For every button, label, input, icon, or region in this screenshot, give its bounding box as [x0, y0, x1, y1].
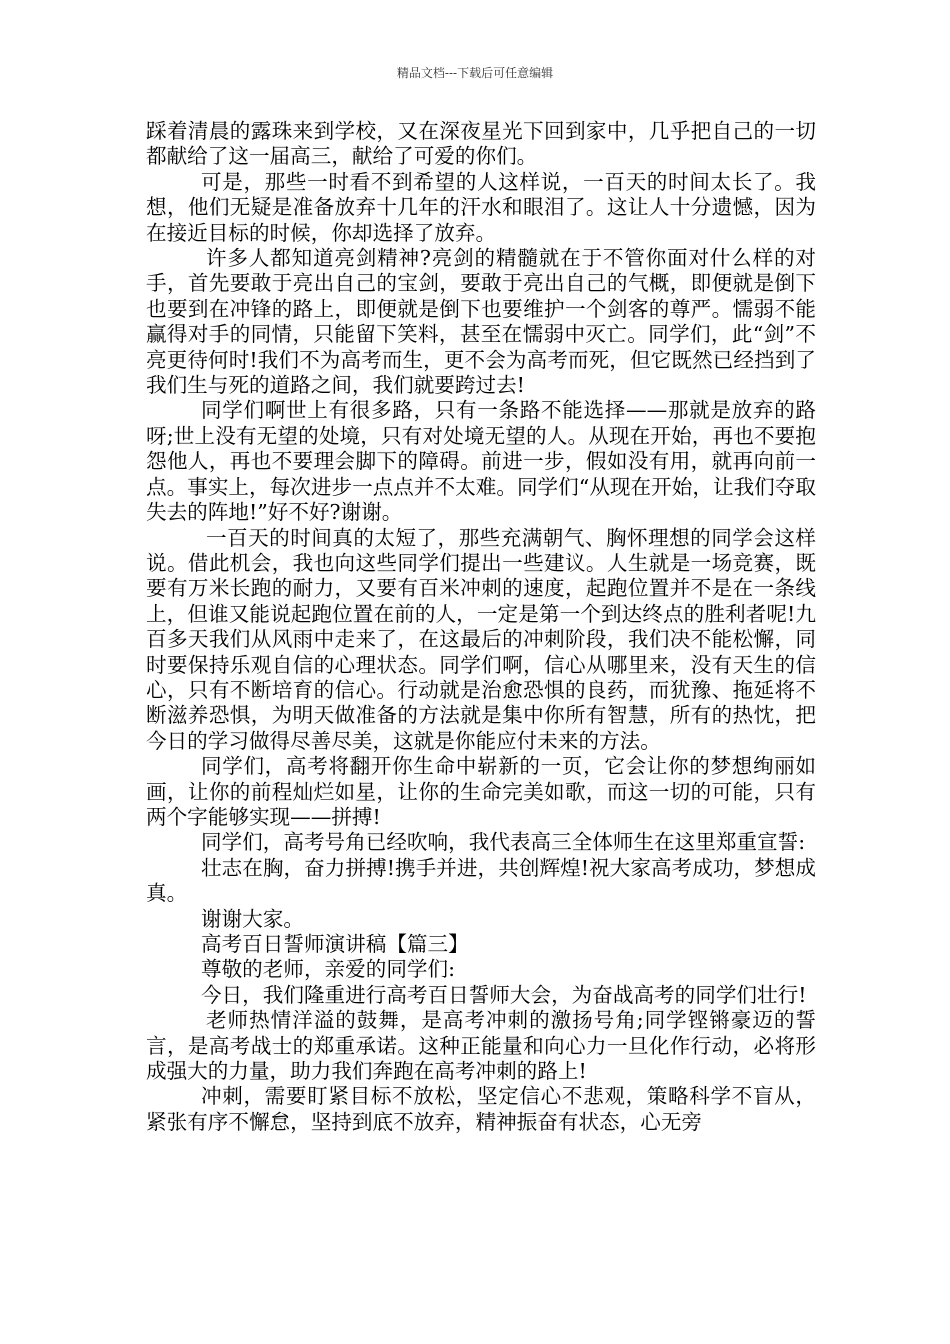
- paragraph: 冲刺，需要盯紧目标不放松，坚定信心不悲观，策略科学不盲从，紧张有序不懈怠，坚持到底不放弃，精神振奋有状态，心无旁: [146, 1084, 816, 1134]
- page-header: 精品文档---下载后可任意编辑: [396, 66, 554, 80]
- paragraph: 壮志在胸，奋力拼搏!携手并进，共创辉煌!祝大家高考成功，梦想成真。: [146, 855, 816, 906]
- paragraph: 同学们，高考将翻开你生命中崭新的一页，它会让你的梦想绚丽如画，让你的前程灿烂如星，让你的生命完美如歌，而这一切的可能，只有两个字能够实现——拼搏!: [146, 754, 816, 829]
- paragraph: 老师热情洋溢的鼓舞，是高考冲刺的激扬号角;同学铿锵豪迈的誓言，是高考战士的郑重承诺。这种正能量和向心力一旦化作行动，必将形成强大的力量，助力我们奔跑在高考冲刺的路上!: [146, 1008, 816, 1084]
- section-title: 高考百日誓师演讲稿【篇三】: [201, 932, 469, 956]
- paragraph: 同学们，高考号角已经吹响，我代表高三全体师生在这里郑重宣誓:: [201, 830, 806, 855]
- paragraph: 许多人都知道亮剑精神?亮剑的精髓就在于不管你面对什么样的对手，首先要敢于亮出自己的宝剑，要敢于亮出自己的气概，即便就是倒下也要到在冲锋的路上，即便就是倒下也要维护一个剑客的尊严。懦弱不能赢得对手的同情，只能留下笑料，甚至在懦弱中灭亡。同学们，此“剑”不亮更待何时!我们不为高考而生，更不会为高考而死，但它既然已经挡到了我们生与死的道路之间，我们就要跨过去!: [146, 246, 816, 398]
- paragraph: 可是，那些一时看不到希望的人这样说，一百天的时间太长了。我想，他们无疑是准备放弃十几年的汗水和眼泪了。这让人十分遗憾，因为在接近目标的时候，你却选择了放弃。: [146, 169, 816, 245]
- salutation: 尊敬的老师，亲爱的同学们:: [201, 957, 456, 982]
- paragraph: 谢谢大家。: [201, 906, 304, 931]
- document-body: [146, 119, 816, 1135]
- paragraph: 踩着清晨的露珠来到学校，又在深夜星光下回到家中，几乎把自己的一切都献给了这一届高三，献给了可爱的你们。: [146, 119, 816, 169]
- paragraph: 一百天的时间真的太短了，那些充满朝气、胸怀理想的同学会这样说。借此机会，我也向这些同学们提出一些建议。人生就是一场竞赛，既要有万米长跑的耐力，又要有百米冲刺的速度，起跑位置并不是在一条线上，但谁又能说起跑位置在前的人，一定是第一个到达终点的胜利者呢!九百多天我们从风雨中走来了，在这最后的冲刺阶段，我们决不能松懈，同时要保持乐观自信的心理状态。同学们啊，信心从哪里来，没有天生的信心，只有不断培育的信心。行动就是治愈恐惧的良药，而犹豫、拖延将不断滋养恐惧，为明天做准备的方法就是集中你所有智慧，所有的热忱，把今日的学习做得尽善尽美，这就是你能应付未来的方法。: [146, 525, 816, 753]
- paragraph: 同学们啊世上有很多路，只有一条路不能选择——那就是放弃的路呀;世上没有无望的处境，只有对处境无望的人。从现在开始，再也不要抱怨他人，再也不要理会脚下的障碍。前进一步，假如没有用，就再向前一点。事实上，每次进步一点点并不太难。同学们“从现在开始，让我们夺取失去的阵地!”好不好?谢谢。: [146, 398, 816, 525]
- paragraph: 今日，我们隆重进行高考百日誓师大会，为奋战高考的同学们壮行!: [201, 982, 807, 1007]
